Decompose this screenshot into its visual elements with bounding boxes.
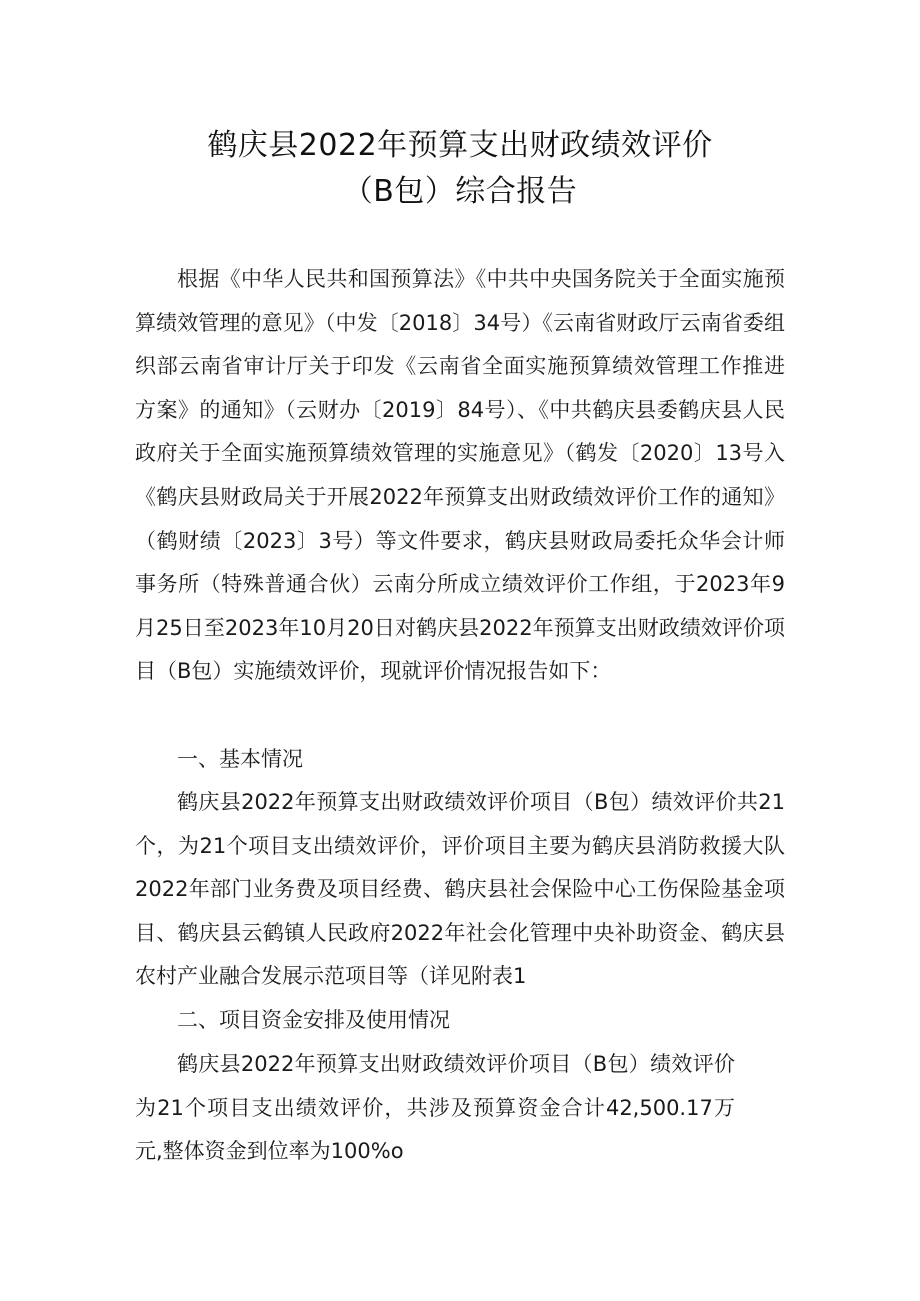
- section-heading-basic-situation: 一、基本情况: [177, 747, 303, 771]
- section-heading-funds: 二、项目资金安排及使用情况: [177, 1008, 450, 1032]
- intro-paragraph: 根据《中华人民共和国预算法》《中共中央国务院关于全面实施预算绩效管理的意见》（中发〔2018〕34号）《云南省财政厅云南省委组织部云南省审计厅关于印发《云南省全面实施预算绩效管理工作推进方案》的通知》（云财办〔2019〕84号）、《中共鹤庆县委鹤庆县人民政府关于全面实施预算绩效管理的实施意见》（鹤发〔2020〕13号入《鹤庆县财政局关于开展2022年预算支出财政绩效评价工作的通知》（鹤财绩〔2023〕3号）等文件要求，鹤庆县财政局委托众华会计师事务所（特殊普通合伙）云南分所成立绩效评价工作组，于2023年9月25日至2023年10月20日对鹤庆县2022年预算支出财政绩效评价项目（B包）实施绩效评价，现就评价情况报告如下：: [135, 267, 785, 684]
- report-title-line-2: （B包）综合报告: [342, 174, 578, 209]
- funds-paragraph: 鹤庆县2022年预算支出财政绩效评价项目（B包）绩效评价为21个项目支出绩效评价，共涉及预算资金合计42,500.17万元,整体资金到位率为100%o: [135, 1052, 735, 1164]
- report-title-line-1: 鹤庆县2022年预算支出财政绩效评价: [207, 128, 713, 163]
- basic-situation-paragraph: 鹤庆县2022年预算支出财政绩效评价项目（B包）绩效评价共21个，为21个项目支出绩效评价，评价项目主要为鹤庆县消防救援大队2022年部门业务费及项目经费、鹤庆县社会保险中心工伤保险基金项目、鹤庆县云鹤镇人民政府2022年社会化管理中央补助资金、鹤庆县农村产业融合发展示范项目等（详见附表1: [135, 790, 785, 989]
